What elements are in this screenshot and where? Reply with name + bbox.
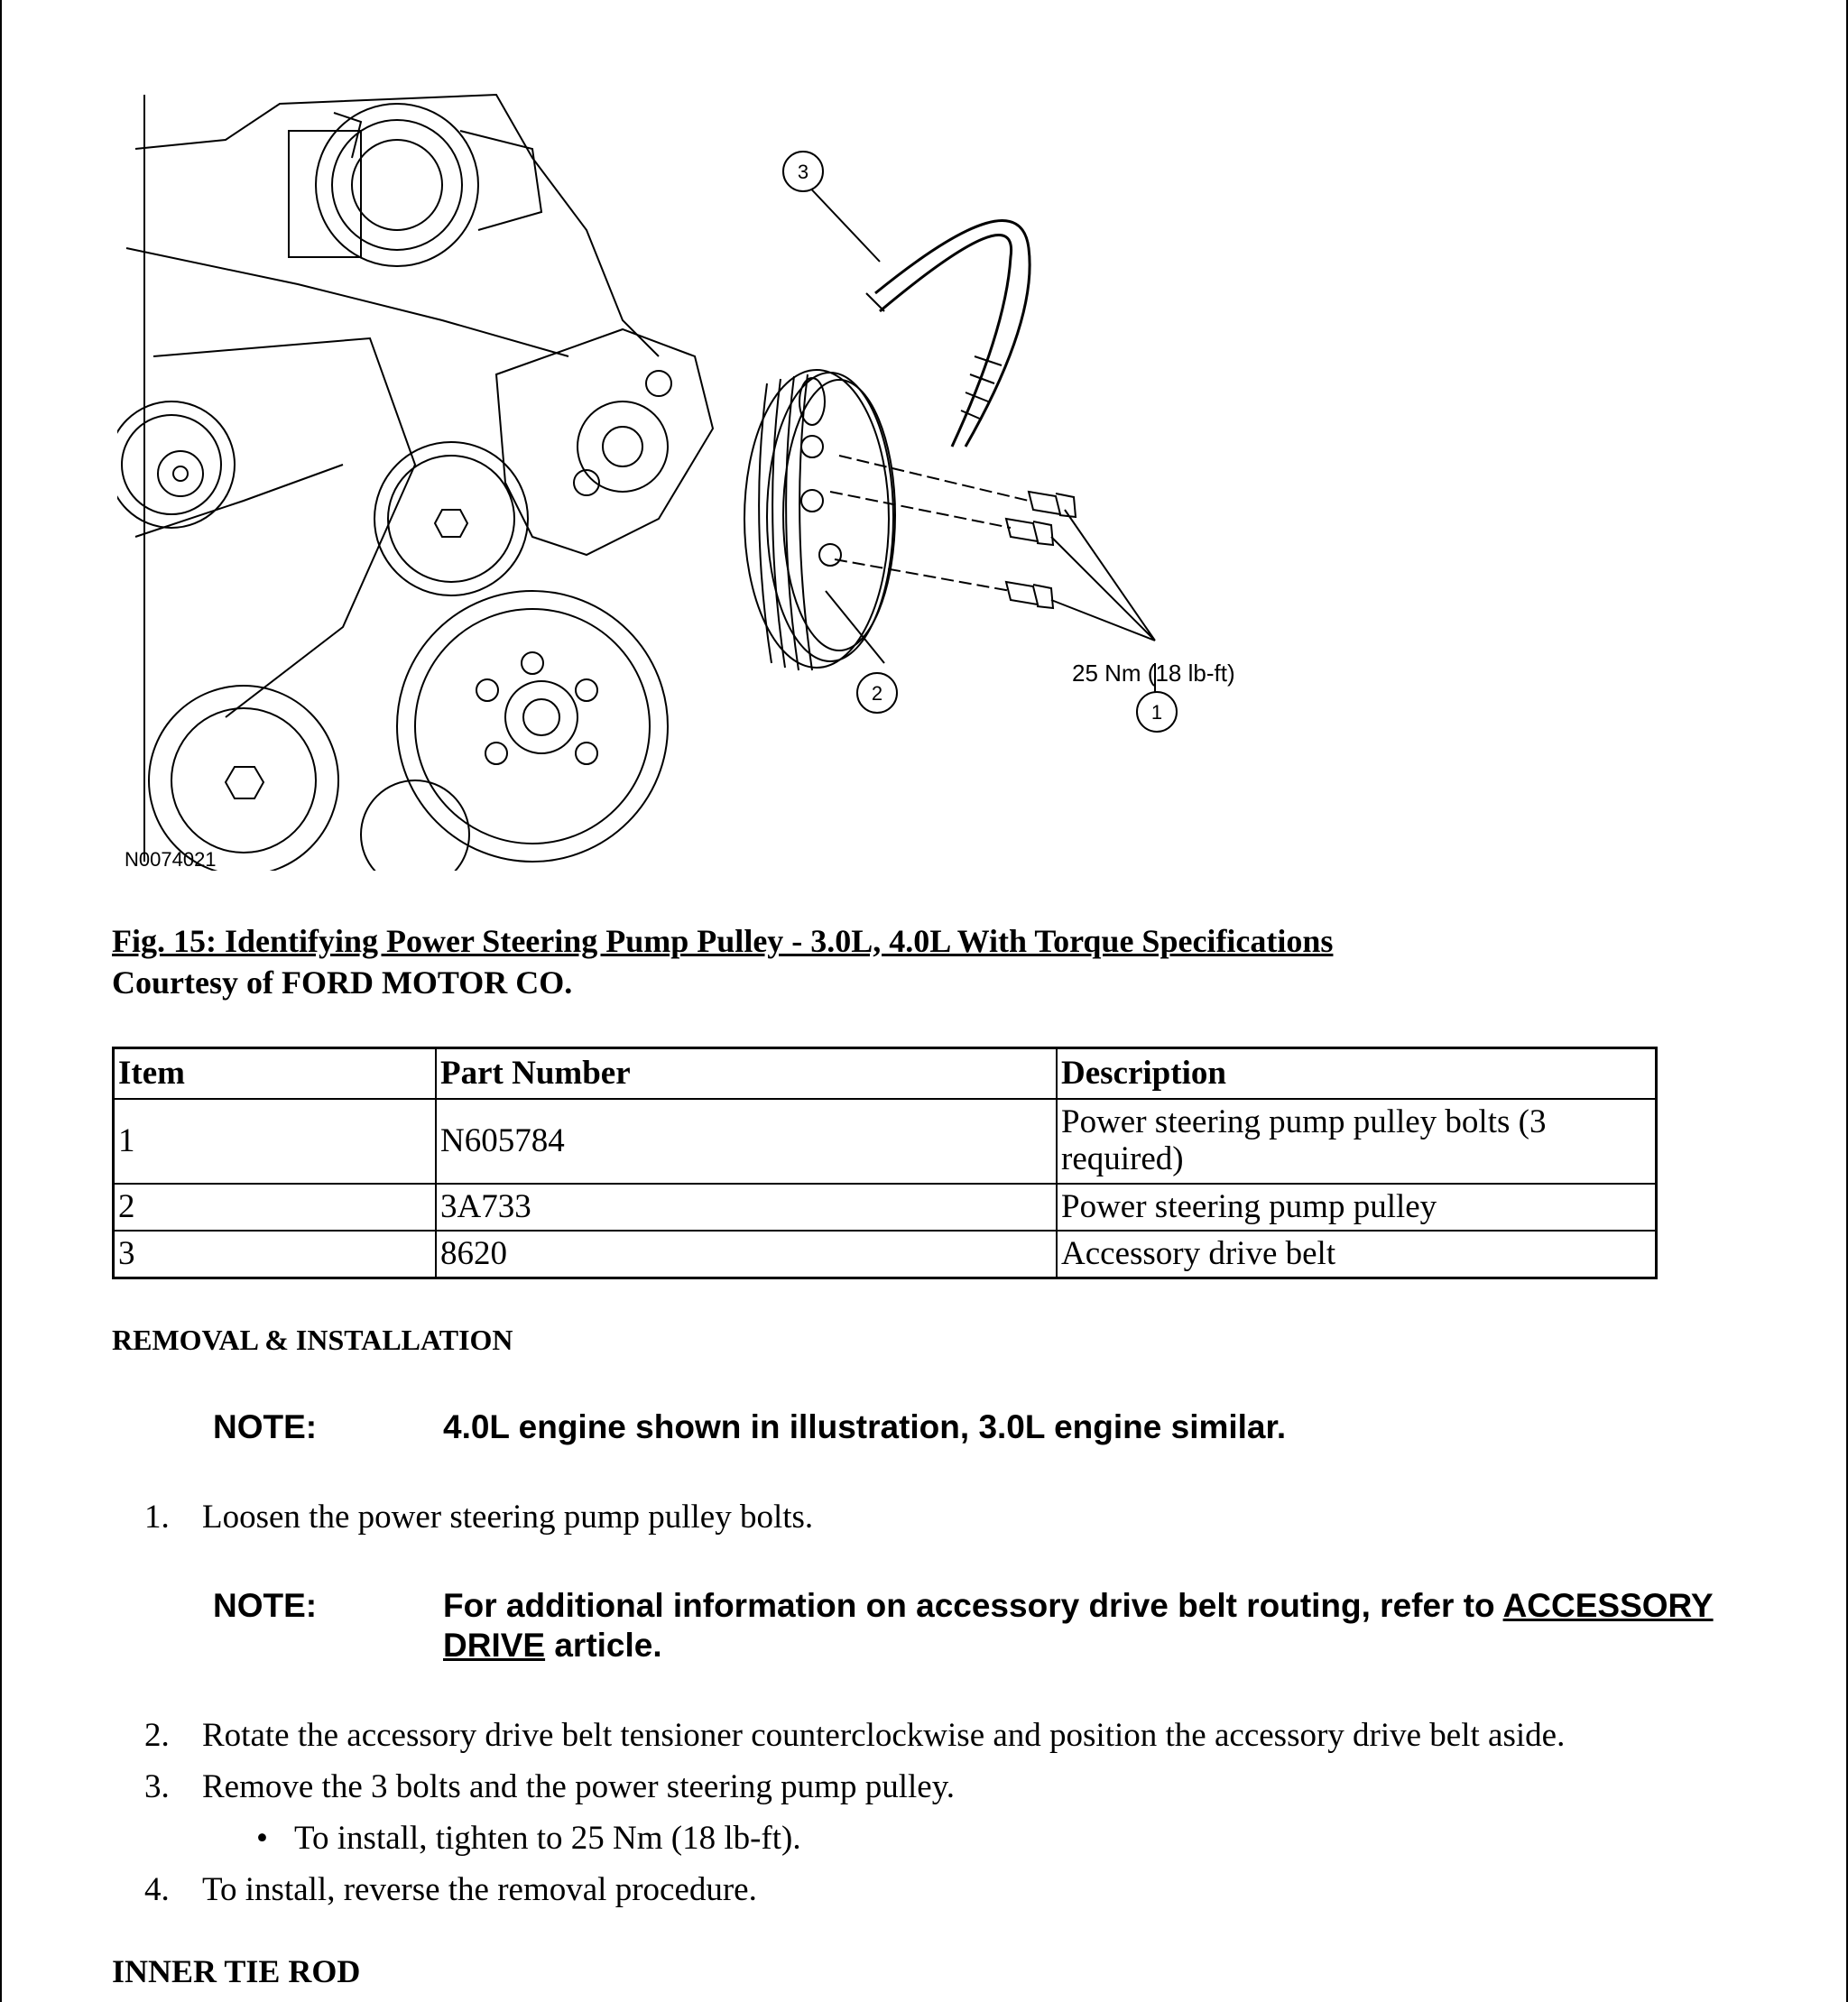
step-2 xyxy=(144,1716,1565,1755)
cell-part-number: N605784 xyxy=(436,1099,1057,1184)
figure-code: N0074021 xyxy=(125,848,217,871)
figure-caption-link[interactable]: Fig. 15: Identifying Power Steering Pump Pulley - 3.0L, 4.0L With Torque Specifications xyxy=(112,923,1334,959)
cell-item: 2 xyxy=(114,1184,437,1231)
callout-2: 2 xyxy=(871,682,883,705)
cell-description: Power steering pump pulley xyxy=(1057,1184,1657,1231)
step-text: Remove the 3 bolts and the power steering pump pulley. xyxy=(202,1768,956,1805)
power-steering-pulley-illustration xyxy=(117,86,1263,871)
cell-part-number: 8620 xyxy=(436,1231,1057,1278)
step-4 xyxy=(144,1870,757,1909)
note-label: NOTE: xyxy=(213,1408,318,1445)
bullet-marker: • xyxy=(256,1820,268,1857)
table-header-row xyxy=(114,1048,1657,1100)
cell-item: 1 xyxy=(114,1099,437,1184)
table-row xyxy=(114,1231,1657,1278)
step-number: 1. xyxy=(144,1499,170,1536)
note-label: NOTE: xyxy=(213,1587,318,1624)
header-description: Description xyxy=(1057,1048,1657,1100)
cell-description: Accessory drive belt xyxy=(1057,1231,1657,1278)
inner-tie-rod-heading: INNER TIE ROD xyxy=(112,1953,361,1989)
cell-item: 3 xyxy=(114,1231,437,1278)
parts-table xyxy=(112,1047,1658,1279)
step-3-bullet xyxy=(256,1819,801,1858)
cell-description: Power steering pump pulley bolts (3 required) xyxy=(1057,1099,1657,1184)
page-border-left xyxy=(0,0,2,2002)
note-text: 4.0L engine shown in illustration, 3.0L engine similar. xyxy=(443,1408,1287,1445)
header-part-number: Part Number xyxy=(436,1048,1057,1100)
step-text: Loosen the power steering pump pulley bolts. xyxy=(202,1499,814,1536)
note-text-after: article. xyxy=(545,1627,662,1664)
engine-drawing xyxy=(117,86,1263,871)
callout-3: 3 xyxy=(797,161,809,183)
note-text-before: For additional information on accessory drive belt routing, refer to xyxy=(443,1587,1503,1624)
step-1 xyxy=(144,1498,813,1536)
callout-1: 1 xyxy=(1150,701,1163,724)
removal-installation-heading: REMOVAL & INSTALLATION xyxy=(112,1324,513,1356)
note-text xyxy=(443,1586,1815,1665)
step-number: 2. xyxy=(144,1717,170,1754)
header-item: Item xyxy=(114,1048,437,1100)
table-row xyxy=(114,1099,1657,1184)
step-number: 3. xyxy=(144,1768,170,1805)
bullet-text: To install, tighten to 25 Nm (18 lb-ft). xyxy=(294,1820,801,1857)
step-text: Rotate the accessory drive belt tensioner counterclockwise and position the accessory drive belt aside. xyxy=(202,1717,1566,1754)
step-3 xyxy=(144,1767,955,1806)
step-text: To install, reverse the removal procedure. xyxy=(202,1871,757,1908)
torque-label: 25 Nm (18 lb-ft) xyxy=(1072,660,1235,687)
accessory-drive-link[interactable]: ACCESSORY DRIVE xyxy=(443,1587,1714,1664)
figure-courtesy: Courtesy of FORD MOTOR CO. xyxy=(112,964,573,1001)
step-number: 4. xyxy=(144,1871,170,1908)
cell-part-number: 3A733 xyxy=(436,1184,1057,1231)
table-row xyxy=(114,1184,1657,1231)
